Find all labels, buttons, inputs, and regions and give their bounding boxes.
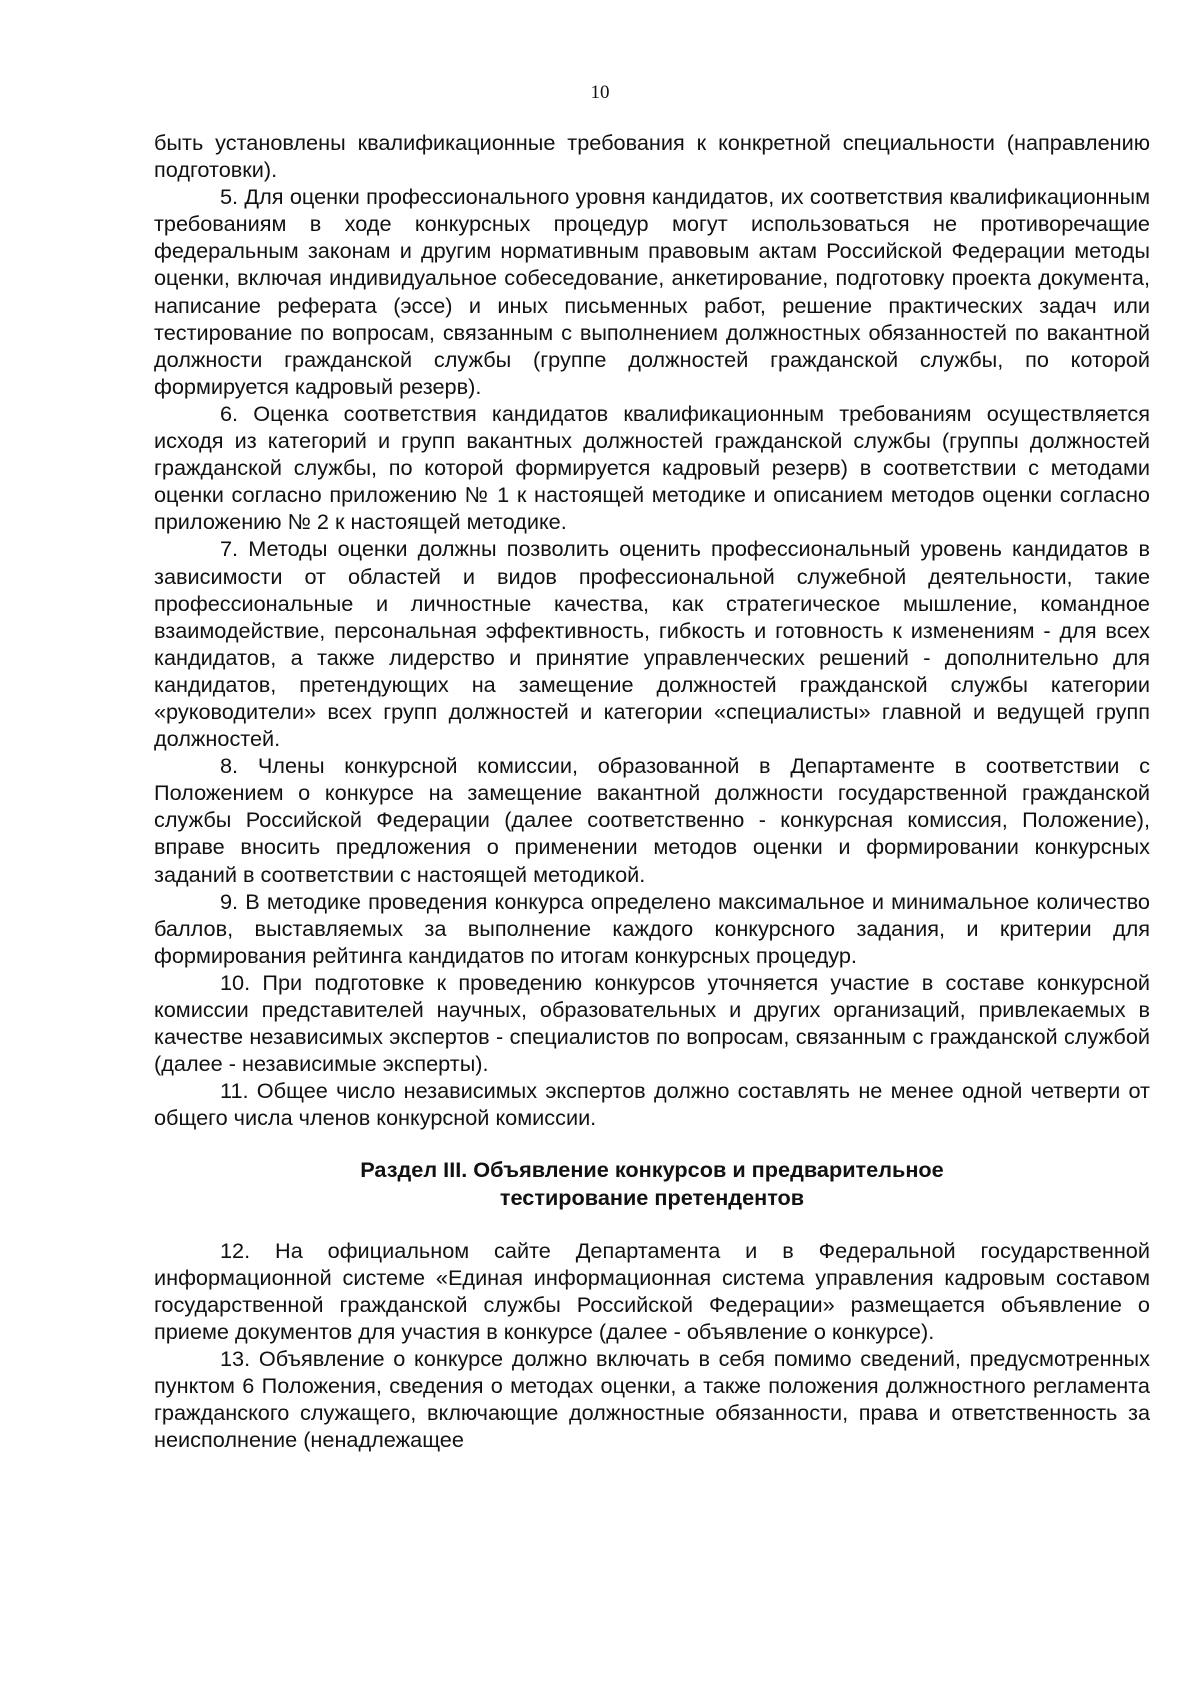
section-heading-line-1: Раздел III. Объявление конкурсов и предварительное (360, 1157, 944, 1183)
paragraph-item-13: 13. Объявление о конкурсе должно включать в себя помимо сведений, предусмотренных пунктом 6 Положения, сведения о методах оценки, а также положения должностного регламента гражданского служащего, включающие должностные обязанности, права и ответственность за неисполнение (ненадлежащее (154, 1346, 1150, 1453)
paragraph-item-10: 10. При подготовке к проведению конкурсов уточняется участие в составе конкурсной комиссии представителей научных, образовательных и других организаций, привлекаемых в качестве независимых экспертов - специалистов по вопросам, связанным с гражданской службой (далее - независимые эксперты). (154, 969, 1150, 1077)
paragraph-item-5: 5. Для оценки профессионального уровня кандидатов, их соответствия квалификационным требованиям в ходе конкурсных процедур могут использоваться не противоречащие федеральным законам и другим нормативным правовым актам Российской Федерации методы оценки, включая индивидуальное собеседование, анкетирование, подготовку проекта документа, написание реферата (эссе) и иных письменных работ, решение практических задач или тестирование по вопросам, связанным с выполнением должностных обязанностей по вакантной должности гражданской службы (группе должностей гражданской службы, по которой формируется кадровый резерв). (154, 184, 1150, 399)
paragraph-item-6: 6. Оценка соответствия кандидатов квалификационным требованиям осуществляется исходя из категорий и групп вакантных должностей гражданской службы (группы должностей гражданской службы, по которой формируется кадровый резерв) в соответствии с методами оценки согласно приложению № 1 к настоящей методике и описанием методов оценки согласно приложению № 2 к настоящей методике. (154, 400, 1150, 535)
paragraph-item-7: 7. Методы оценки должны позволить оценить профессиональный уровень кандидатов в зависимости от областей и видов профессиональной служебной деятельности, такие профессиональные и личностные качества, как стратегическое мышление, командное взаимодействие, персональная эффективность, гибкость и готовность к изменениям - для всех кандидатов, а также лидерство и принятие управленческих решений - дополнительно для кандидатов, претендующих на замещение должностей гражданской службы категории «руководители» всех групп должностей и категории «специалисты» главной и ведущей групп должностей. (154, 536, 1150, 752)
paragraph-item-9: 9. В методике проведения конкурса определено максимальное и минимальное количество баллов, выставляемых за выполнение каждого конкурсного задания, и критерии для формирования рейтинга кандидатов по итогам конкурсных процедур. (154, 888, 1150, 968)
paragraph-continuation: быть установлены квалификационные требования к конкретной специальности (направлению подготовки). (154, 130, 1150, 183)
paragraph-item-11: 11. Общее число независимых экспертов должно составлять не менее одной четверти от общего числа членов конкурсной комиссии. (154, 1078, 1150, 1131)
page-number: 10 (590, 82, 610, 103)
paragraph-item-12: 12. На официальном сайте Департамента и в Федеральной государственной информационной системе «Единая информационная система управления кадровым составом государственной гражданской службы Российской Федерации» размещается объявление о приеме документов для участия в конкурсе (далее - объявление о конкурсе). (154, 1237, 1150, 1344)
section-heading-line-2: тестирование претендентов (499, 1184, 805, 1210)
document-body (154, 129, 1150, 1453)
paragraph-item-8: 8. Члены конкурсной комиссии, образованной в Департаменте в соответствии с Положением о конкурсе на замещение вакантной должности государственной гражданской службы Российской Федерации (далее соответственно - конкурсная комиссия, Положение), вправе вносить предложения о применении методов оценки и формировании конкурсных заданий в соответствии с настоящей методикой. (154, 753, 1150, 887)
section-heading (154, 1156, 1150, 1210)
